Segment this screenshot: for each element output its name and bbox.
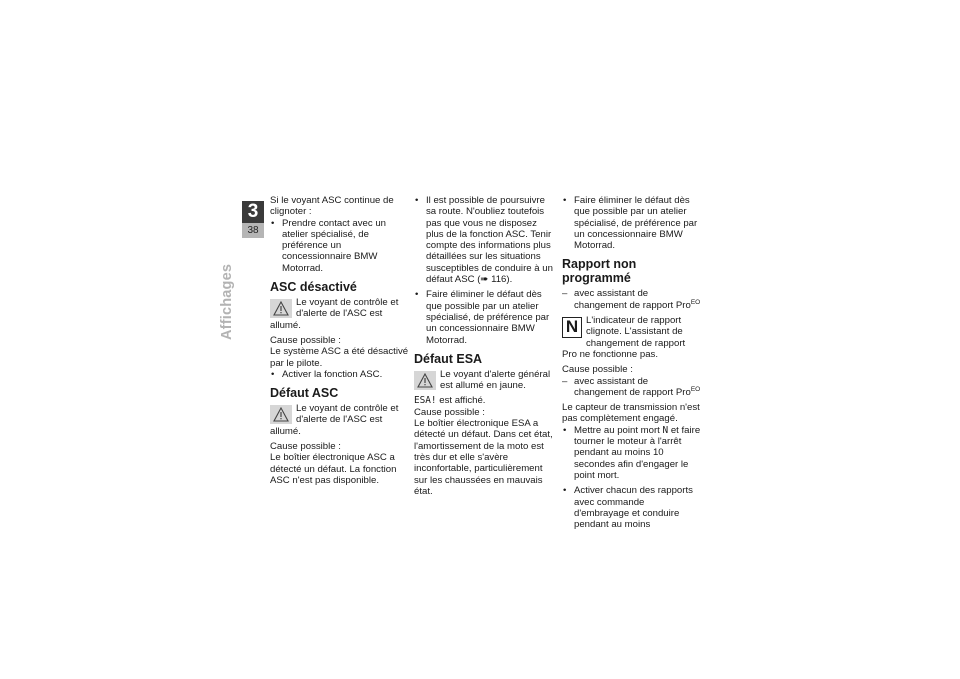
condition-item: – avec assistant de changement de rapport Pro$^{EO}$ xyxy=(562,376,702,399)
display-code: ESA! xyxy=(414,395,437,407)
cause-text: Le système ASC a été désactivé par le pilote. xyxy=(270,346,409,369)
intro-text: Si le voyant ASC continue de clignoter : xyxy=(270,195,394,218)
list-item: • Faire éliminer le défaut dès que possible par un atelier spécialisé, de préférence par un concessionnaire BMW Motorrad. xyxy=(414,289,554,345)
warning-text: Le voyant de contrôle et d'alerte de l'ASC est allumé. xyxy=(270,297,399,331)
heading-asc-off: ASC désactivé xyxy=(270,280,357,295)
condition-item: – avec assistant de changement de rapport Pro$^{EO}$ xyxy=(562,288,702,311)
list-item: • Mettre au point mort N et faire tourner le moteur à l'arrêt pendant au moins 10 secondes afin d'engager le point mort. xyxy=(562,425,702,481)
section-title: Affichages xyxy=(219,263,235,340)
display-text xyxy=(414,395,554,406)
option-marker: EO xyxy=(690,385,701,393)
heading-gear-not-programmed: Rapport non programmé xyxy=(562,257,637,286)
list-item: • Faire éliminer le défaut dès que possible par un atelier spécialisé, de préférence par un concessionnaire BMW Motorrad. xyxy=(562,195,702,251)
cause-label: Cause possible : xyxy=(270,334,341,346)
chapter-number: 3 xyxy=(242,201,264,223)
display-suffix: est affiché. xyxy=(436,395,486,407)
neutral-gear-icon: N xyxy=(562,317,582,338)
list-item: • Activer la fonction ASC. xyxy=(270,369,410,380)
list-item: • Prendre contact avec un atelier spécialisé, de préférence un concessionnaire BMW Motorrad. xyxy=(270,218,410,274)
cause-text: Le boîtier électronique ESA a détecté un défaut. Dans cet état, l'amortissement de la moto est très dur et elle s'avère inconfortable, particulièrement sur les chaussées en mauvais état. xyxy=(414,418,553,497)
general-warning-icon xyxy=(414,371,436,390)
cause-label: Cause possible : xyxy=(270,441,341,453)
list-item: • Activer chacun des rapports avec commande d'embrayage et conduire pendant au moins xyxy=(562,485,702,530)
cause-text: Le boîtier électronique ASC a détecté un défaut. La fonction ASC n'est pas disponible. xyxy=(270,452,397,486)
column-2 xyxy=(414,195,554,497)
cause-label: Cause possible : xyxy=(414,406,485,418)
warning-text: Le voyant de contrôle et d'alerte de l'ASC est allumé. xyxy=(270,403,399,437)
neutral-symbol: N xyxy=(662,424,669,436)
warning-block xyxy=(270,403,410,437)
warning-light-icon xyxy=(270,299,292,318)
warning-light-icon xyxy=(270,405,292,424)
chapter-tab xyxy=(242,201,264,238)
indicator-text: L'indicateur de rapport clignote. L'assistant de changement de rapport Pro ne fonctionne pas. xyxy=(562,315,686,360)
cause-text: Le capteur de transmission n'est pas complètement engagé. xyxy=(562,402,700,425)
page-number: 38 xyxy=(242,223,264,238)
warning-block xyxy=(270,297,410,331)
warning-block xyxy=(414,369,554,392)
list-item: • Il est possible de poursuivre sa route. N'oubliez toutefois pas que vous ne disposez plus de la fonction ASC. Tenir compte des informations plus détaillées sur les situations susceptibles de conduire à un défaut ASC (➠ 116). xyxy=(414,195,554,285)
warning-text: Le voyant d'alerte général est allumé en jaune. xyxy=(440,368,551,392)
cause-label: Cause possible : xyxy=(562,364,633,376)
heading-asc-fault: Défaut ASC xyxy=(270,386,339,401)
heading-esa-fault: Défaut ESA xyxy=(414,351,483,366)
option-marker: EO xyxy=(690,298,701,306)
column-1 xyxy=(270,195,410,486)
gear-indicator-block xyxy=(562,315,702,360)
column-3 xyxy=(562,195,702,534)
